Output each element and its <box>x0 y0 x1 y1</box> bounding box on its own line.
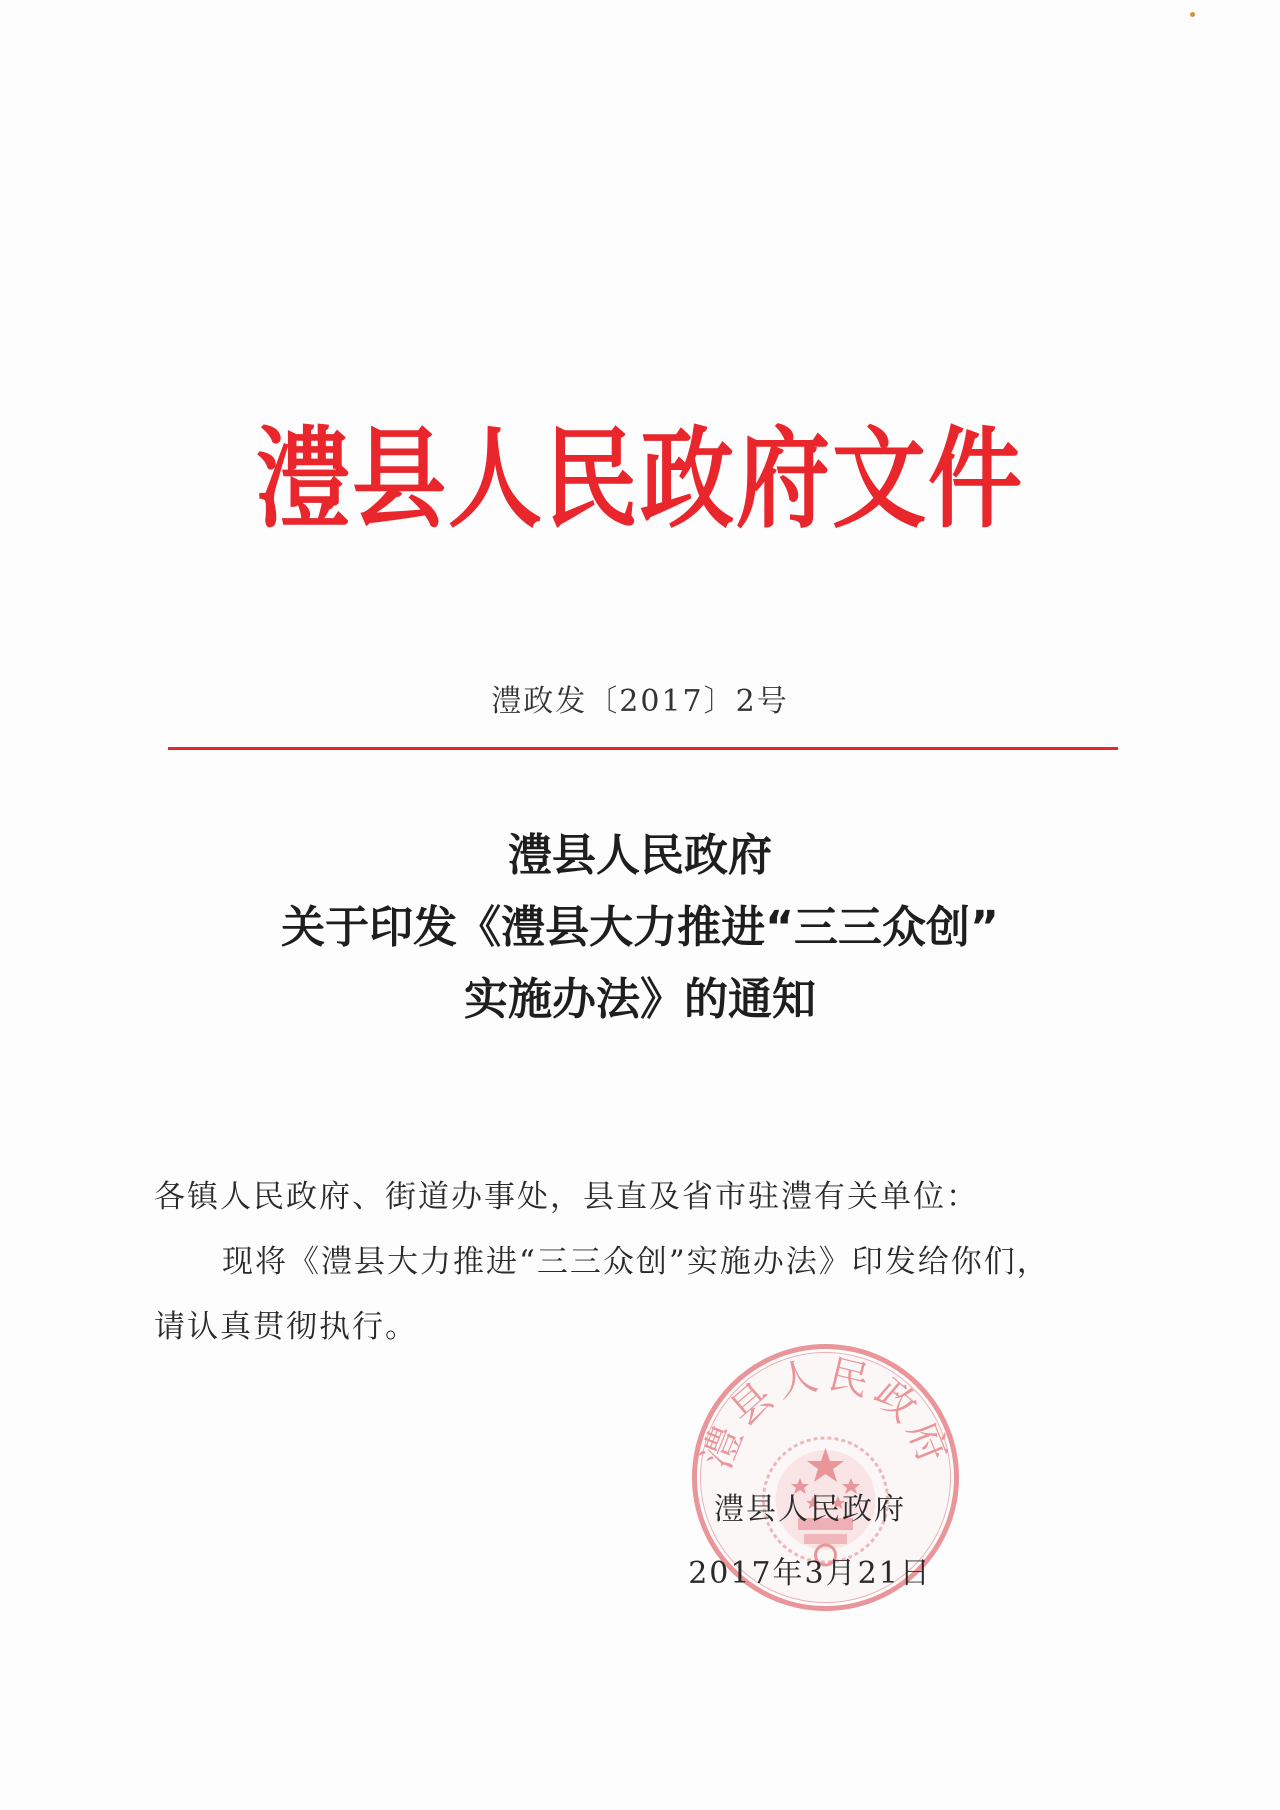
body-paragraph: 现将《澧县大力推进“三三众创”实施办法》印发给你们， <box>222 1244 1050 1280</box>
document-title <box>0 820 1280 1036</box>
title-line: 实施办法》的通知 <box>464 974 816 1025</box>
issue-date: 2017年3月21日 <box>688 1556 932 1591</box>
document-number: 澧政发〔2017〕2号 <box>491 684 789 719</box>
seal-text: 澧县人民政府 <box>694 1351 958 1475</box>
red-divider-line <box>168 747 1118 750</box>
scan-speck <box>1190 12 1195 17</box>
document-body <box>154 1165 1094 1360</box>
title-line: 关于印发《澧县大力推进“三三众创” <box>281 902 999 953</box>
document-masthead: 澧县人民政府文件 <box>255 417 1024 544</box>
issuer-name: 澧县人民政府 <box>714 1492 906 1527</box>
addressee-line: 各镇人民政府、街道办事处，县直及省市驻澧有关单位： <box>154 1179 979 1215</box>
title-line: 澧县人民政府 <box>508 830 772 881</box>
signature-block <box>640 1478 980 1606</box>
body-paragraph-continuation: 请认真贯彻执行。 <box>154 1309 418 1345</box>
